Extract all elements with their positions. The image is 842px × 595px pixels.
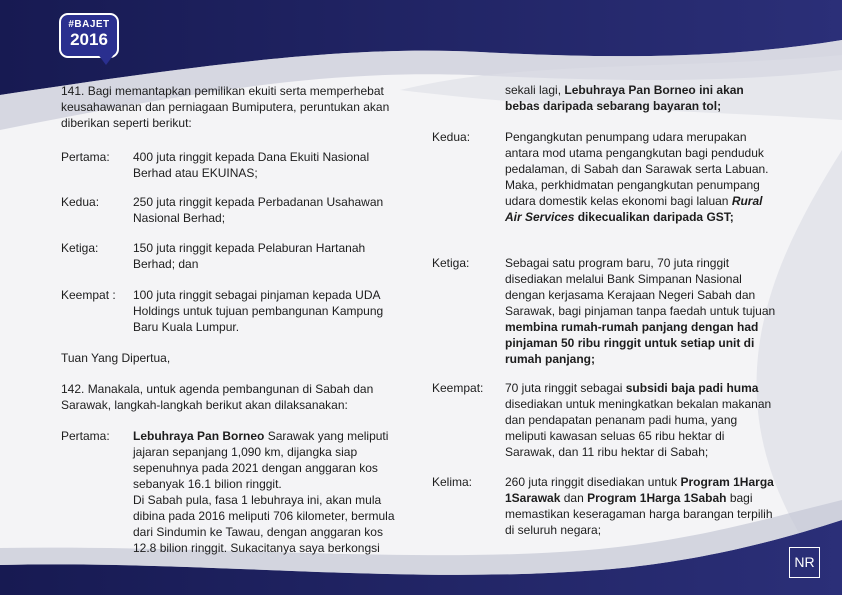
- item-label: Keempat :: [61, 288, 116, 302]
- item-text-padi-huma: [505, 380, 777, 460]
- body-text: dan: [560, 491, 588, 505]
- logo-speech-tail: [97, 53, 115, 65]
- item-label: Keempat:: [432, 381, 484, 395]
- nr-watermark: NR: [789, 547, 820, 578]
- body-text: Pengangkutan penumpang udara merupakan antara mod utama pengangkutan bagi penduduk pedalaman, di Sabah dan Sarawak serta Labuan. Maka, perkhidmatan pengangkutan penumpang udara domestik kelas ekonomi bagi laluan: [505, 130, 769, 208]
- item-label: Kelima:: [432, 475, 473, 489]
- item-text: 100 juta ringgit sebagai pinjaman kepada UDA Holdings untuk tujuan pembangunan Kampung Baru Kuala Lumpur.: [133, 288, 384, 334]
- item-text-1harga: [505, 474, 777, 538]
- item-label: Kedua:: [61, 195, 100, 209]
- item-label: Ketiga:: [432, 256, 470, 270]
- paragraph-141: 141. Bagi memantapkan pemilikan ekuiti serta memperhebat keusahawanan dan perniagaan Bumiputera, peruntukan akan diberikan seperti berikut:: [61, 84, 390, 130]
- paragraph-142: 142. Manakala, untuk agenda pembangunan di Sabah dan Sarawak, langkah-langkah berikut akan dilaksanakan:: [61, 382, 374, 412]
- body-text: Sebagai satu program baru, 70 juta ringgit disediakan melalui Bank Simpanan Nasional dengan kerjasama Kerajaan Negeri Sabah dan Sarawak, bagi pinjaman tanpa faedah untuk tujuan: [505, 256, 776, 318]
- item-label: Kedua:: [432, 130, 471, 144]
- item-label: Pertama:: [61, 150, 110, 164]
- item-text: 400 juta ringgit kepada Dana Ekuiti Nasional Berhad atau EKUINAS;: [133, 150, 370, 180]
- item-text: 250 juta ringgit kepada Perbadanan Usahawan Nasional Berhad;: [133, 195, 384, 225]
- logo-year: 2016: [70, 30, 108, 49]
- bold-text: Program 1Harga 1Sarawak: [505, 475, 774, 505]
- body-text: Sarawak yang meliputi jajaran sepanjang 1,090 km, dijangka siap sepenuhnya pada 2021 dengan anggaran kos sebanyak 16.1 bilion ringgit.: [133, 429, 389, 491]
- bold-text: membina rumah-rumah panjang dengan had pinjaman 50 ribu ringgit untuk setiap unit di rumah panjang;: [505, 320, 759, 366]
- continued-text: [505, 82, 777, 114]
- item-label: Ketiga:: [61, 241, 99, 255]
- item-text: 150 juta ringgit kepada Pelaburan Hartanah Berhad; dan: [133, 241, 366, 271]
- bold-text: subsidi baja padi huma: [625, 381, 759, 395]
- item-text-sabah: Di Sabah pula, fasa 1 lebuhraya ini, akan mula dibina pada 2016 meliputi 706 kilometer, bermula dari Sindumin ke Tawau, dengan anggaran kos 12.8 bilion ringgit. Sukacitanya saya berkongsi: [133, 493, 395, 555]
- body-text: 70 juta ringgit sebagai: [505, 381, 626, 395]
- body-text: sekali lagi,: [505, 83, 565, 97]
- item-text-rumah-panjang: [505, 255, 777, 367]
- item-label: Pertama:: [61, 429, 110, 443]
- bajet-2016-logo: [59, 13, 121, 71]
- logo-hashtag: #BAJET: [68, 19, 110, 30]
- bold-text: Program 1Harga 1Sabah: [587, 491, 727, 505]
- item-text-air-services: [505, 129, 777, 225]
- salutation: Tuan Yang Dipertua,: [61, 351, 171, 365]
- body-text: bagi memastikan keseragaman harga barangan terpilih di seluruh negara;: [505, 491, 773, 537]
- italic-text: Rural Air Services: [505, 194, 763, 224]
- bold-text: Lebuhraya Pan Borneo ini akan bebas daripada sebarang bayaran tol;: [505, 83, 744, 113]
- bold-text: dikecualikan daripada GST;: [574, 210, 734, 224]
- body-text: 260 juta ringgit disediakan untuk: [505, 475, 681, 489]
- bold-text: Lebuhraya Pan Borneo: [133, 429, 265, 443]
- body-text: disediakan untuk meningkatkan bekalan makanan dan pendapatan penanam padi huma, yang meliputi kawasan seluas 65 ribu hektar di Sarawak, dan 11 ribu hektar di Sabah;: [505, 397, 772, 459]
- item-text-pan-borneo: [133, 428, 411, 492]
